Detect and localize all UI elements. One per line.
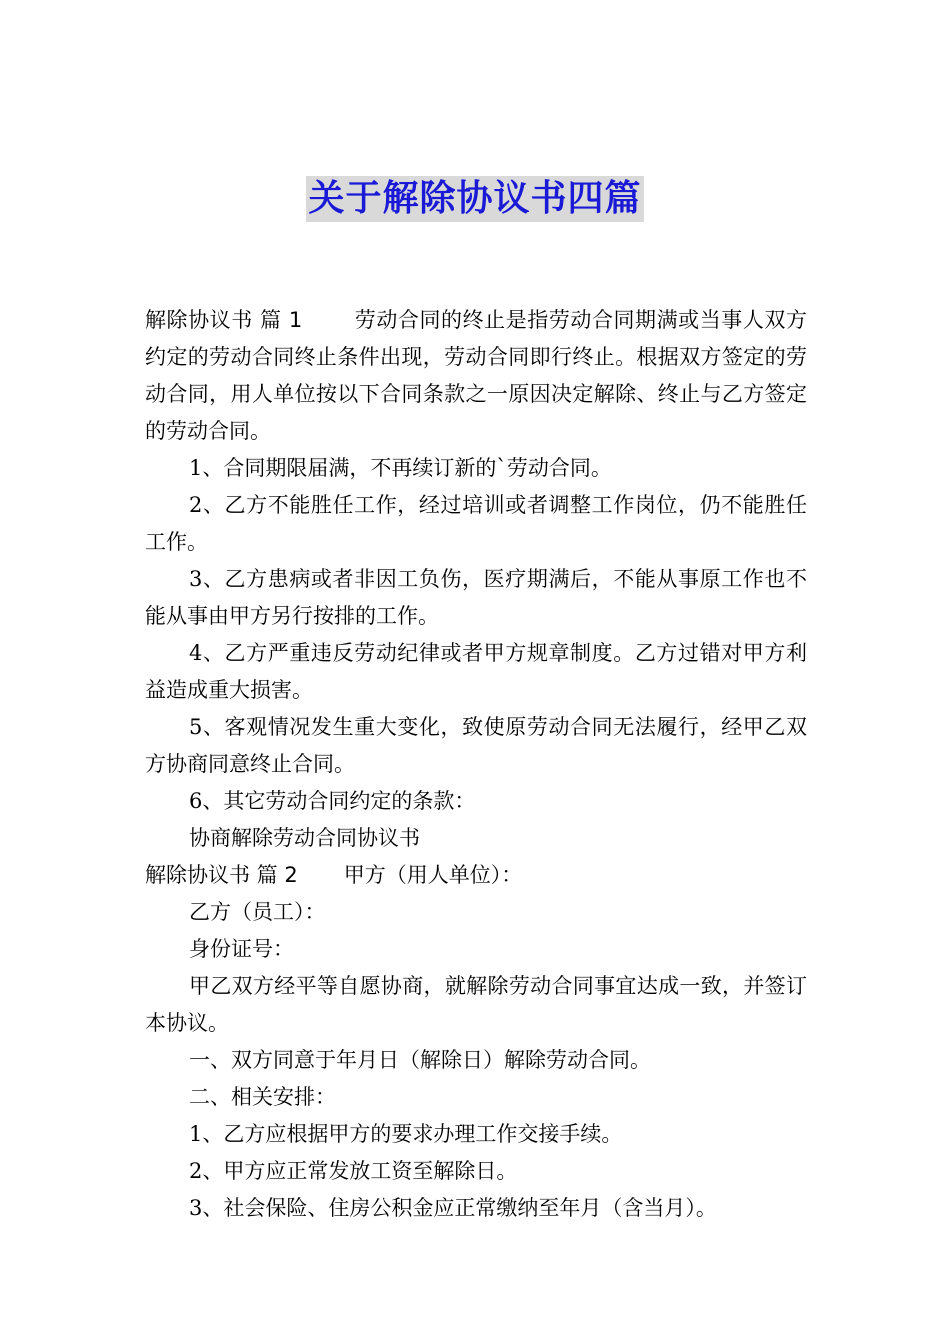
list-item: 2、乙方不能胜任工作，经过培训或者调整工作岗位，仍不能胜任工作。 (145, 493, 807, 554)
list-item: 1、合同期限届满，不再续订新的`劳动合同。 (189, 456, 612, 480)
title-container (0, 176, 950, 222)
document-body (145, 302, 807, 1227)
paragraph: 甲乙双方经平等自愿协商，就解除劳动合同事宜达成一致，并签订本协议。 (145, 974, 807, 1035)
document-title: 关于解除协议书四篇 (306, 176, 643, 222)
list-item: 4、乙方严重违反劳动纪律或者甲方规章制度。乙方过错对甲方利益造成重大损害。 (145, 641, 807, 702)
paragraph: 协商解除劳动合同协议书 (189, 826, 420, 850)
paragraph: 一、双方同意于年月日（解除日）解除劳动合同。 (189, 1048, 651, 1072)
list-item: 3、社会保险、住房公积金应正常缴纳至年月（含当月）。 (189, 1196, 717, 1220)
paragraph-section2-intro (145, 857, 807, 894)
section-label-2: 解除协议书 篇 2 (145, 863, 298, 887)
list-item: 1、乙方应根据甲方的要求办理工作交接手续。 (189, 1122, 623, 1146)
section-label-1: 解除协议书 篇 1 (145, 308, 303, 332)
paragraph-text: 劳动合同的终止是指劳动合同期满或当事人双方约定的劳动合同终止条件出现，劳动合同即行终止。根据双方签定的劳动合同，用人单位按以下合同条款之一原因决定解除、终止与乙方签定的劳动合同。 (145, 308, 807, 443)
list-item: 5、客观情况发生重大变化，致使原劳动合同无法履行，经甲乙双方协商同意终止合同。 (145, 715, 807, 776)
paragraph-section1-intro (145, 302, 807, 450)
list-item: 2、甲方应正常发放工资至解除日。 (189, 1159, 518, 1183)
paragraph-text: 甲方（用人单位）： (343, 863, 523, 887)
paragraph: 乙方（员工）： (189, 900, 326, 924)
list-item: 3、乙方患病或者非因工负伤，医疗期满后，不能从事原工作也不能从事由甲方另行按排的工作。 (145, 567, 807, 628)
list-item: 6、其它劳动合同约定的条款： (189, 789, 476, 813)
paragraph: 身份证号： (189, 937, 294, 961)
paragraph: 二、相关安排： (189, 1085, 336, 1109)
